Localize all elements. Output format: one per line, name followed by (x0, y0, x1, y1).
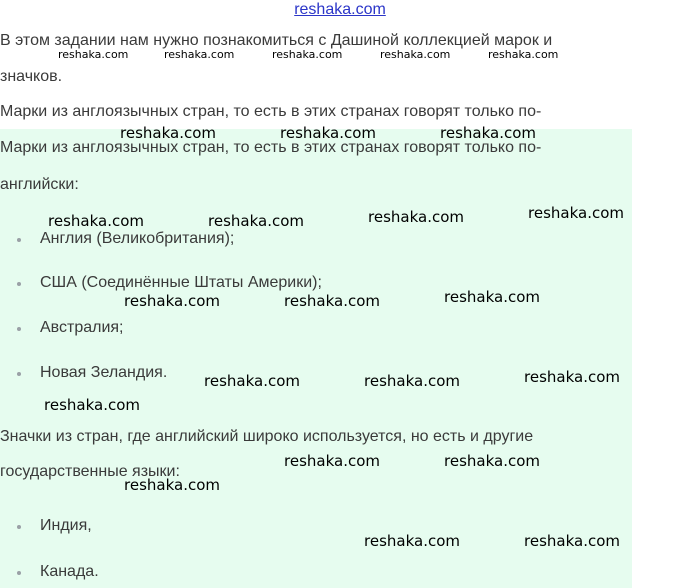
watermark: reshaka.com (444, 288, 540, 306)
stamps-heading-line-1: Марки из англоязычных стран, то есть в этих странах говорят только по- (0, 139, 542, 156)
list-item-text: Англия (Великобритания); (40, 230, 235, 247)
list-item-text: Австралия; (40, 319, 124, 336)
intro-line-1: В этом задании нам нужно познакомиться с Дашиной коллекцией марок и (0, 32, 553, 49)
badges-heading-line-2: государственные языки: (0, 463, 180, 480)
bullet-icon (17, 282, 21, 286)
watermark: reshaka.com (284, 292, 380, 310)
list-item-text: Новая Зеландия. (40, 364, 168, 381)
site-header-link[interactable]: reshaka.com (294, 1, 386, 18)
watermark: reshaka.com (524, 368, 620, 386)
watermark: reshaka.com (272, 48, 343, 61)
list-item-text: Канада. (40, 563, 99, 580)
watermark: reshaka.com (120, 124, 216, 142)
watermark: reshaka.com (444, 452, 540, 470)
answer-panel (0, 129, 632, 588)
watermark: reshaka.com (440, 124, 536, 142)
bullet-icon (17, 372, 21, 376)
watermark: reshaka.com (204, 372, 300, 390)
watermark: reshaka.com (284, 452, 380, 470)
watermark: reshaka.com (124, 476, 220, 494)
stamps-heading-outer: Марки из англоязычных стран, то есть в этих странах говорят только по- (0, 103, 542, 120)
watermark: reshaka.com (524, 532, 620, 550)
watermark: reshaka.com (364, 372, 460, 390)
watermark: reshaka.com (368, 208, 464, 226)
bullet-icon (17, 238, 21, 242)
watermark: reshaka.com (48, 212, 144, 230)
watermark: reshaka.com (364, 532, 460, 550)
watermark: reshaka.com (380, 48, 451, 61)
list-item-text: США (Соединённые Штаты Америки); (40, 274, 322, 291)
stamps-heading-line-2: английски: (0, 176, 79, 193)
watermark: reshaka.com (208, 212, 304, 230)
watermark: reshaka.com (44, 396, 140, 414)
watermark: reshaka.com (528, 204, 624, 222)
watermark: reshaka.com (164, 48, 235, 61)
bullet-icon (17, 525, 21, 529)
intro-line-2: значков. (0, 68, 63, 85)
list-item-text: Индия, (40, 517, 92, 534)
badges-heading-line-1: Значки из стран, где английский широко используется, но есть и другие (0, 428, 534, 445)
watermark: reshaka.com (280, 124, 376, 142)
watermark: reshaka.com (124, 292, 220, 310)
watermark: reshaka.com (488, 48, 559, 61)
bullet-icon (17, 327, 21, 331)
watermark: reshaka.com (58, 48, 129, 61)
bullet-icon (17, 571, 21, 575)
